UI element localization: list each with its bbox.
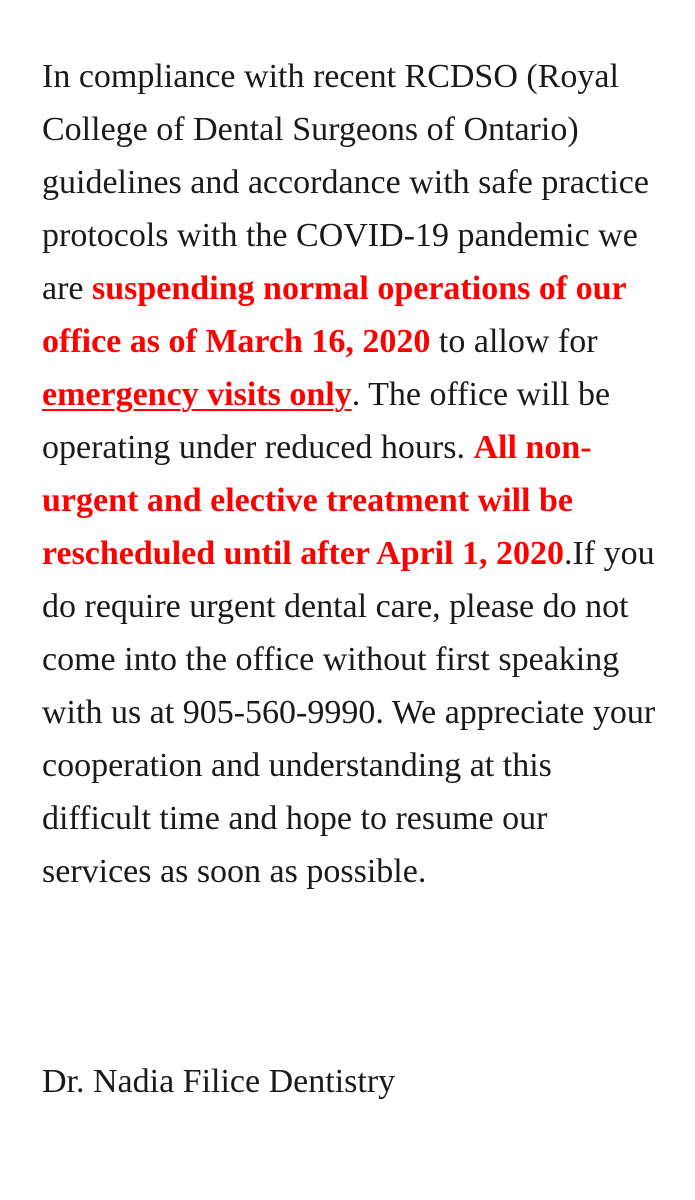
- signature: Dr. Nadia Filice Dentistry: [42, 1063, 396, 1100]
- notice-highlight-reschedule: All non-urgent and elective treatment will be rescheduled until after April 1, 2020: [42, 429, 592, 572]
- notice-text-intro: In compliance with recent RCDSO (Royal College of Dental Surgeons of Ontario) guidelines and accordance with safe practice protocols with the COVID-19 pandemic we are: [42, 58, 649, 307]
- notice-highlight-suspension: suspending normal operations of our office as of March 16, 2020: [42, 270, 627, 360]
- notice-paragraph: [42, 50, 658, 898]
- notice-text-allow: to allow for: [430, 323, 598, 360]
- notice-highlight-emergency: emergency visits only: [42, 376, 352, 413]
- notice-text-closing: .If you do require urgent dental care, please do not come into the office without first speaking with us at 905-560-9990. We appreciate your cooperation and understanding at this difficult time and hope to resume our services as soon as possible.: [42, 535, 656, 890]
- notice-text-hours: . The office will be operating under reduced hours.: [42, 376, 611, 466]
